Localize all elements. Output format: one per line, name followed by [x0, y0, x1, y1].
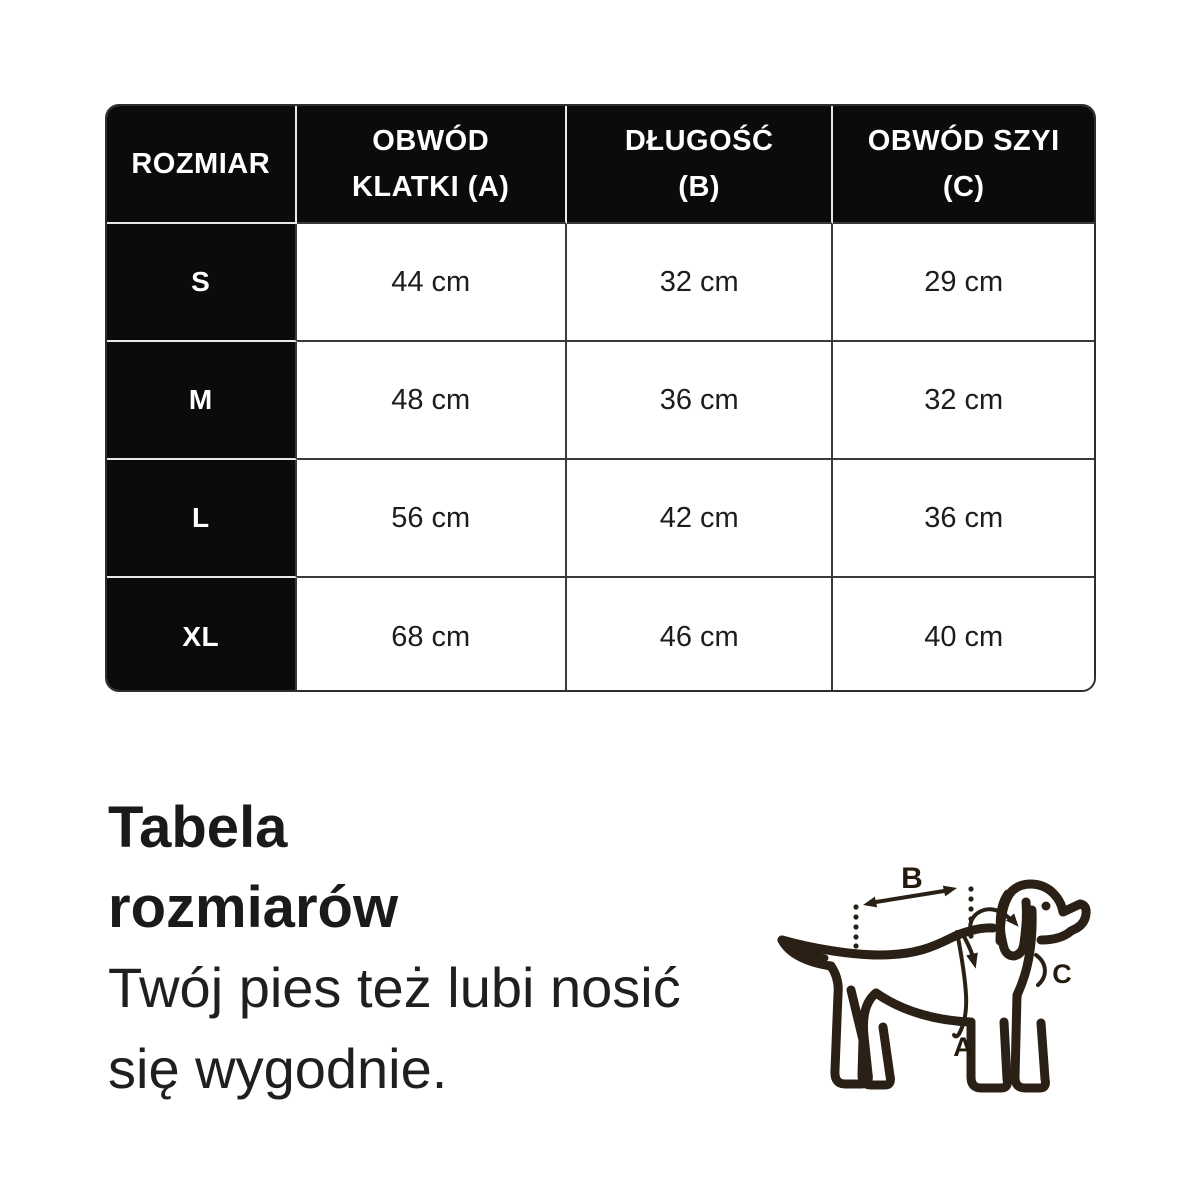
header-line: OBWÓD SZYI	[867, 124, 1060, 157]
dog-measurement-diagram	[775, 843, 1105, 1103]
length-value-cell: 36 cm	[567, 342, 833, 460]
header-cell-rozmiar	[107, 106, 297, 224]
neck-value-cell: 40 cm	[833, 578, 1094, 692]
subtitle-text: Twój pies też lubi nosić się wygodnie.	[108, 956, 681, 1100]
chest-value-cell: 48 cm	[297, 342, 567, 460]
header-line: KLATKI (A)	[351, 171, 510, 203]
measure-label-a: A	[953, 1032, 973, 1062]
size-cell: S	[107, 224, 297, 342]
dog-ear	[1000, 894, 1026, 956]
dog-eye	[1042, 902, 1051, 911]
dog-front-leg-near	[971, 1022, 1007, 1088]
table-header-row	[107, 106, 1094, 224]
dog-front-leg-far	[1015, 995, 1045, 1088]
header-line: ROZMIAR	[131, 147, 271, 180]
chest-value-cell: 56 cm	[297, 460, 567, 578]
dog-head-outline	[1000, 884, 1086, 941]
neck-value-cell: 32 cm	[833, 342, 1094, 460]
measure-label-b: B	[901, 862, 923, 895]
chest-value-cell: 68 cm	[297, 578, 567, 692]
neck-value-cell: 36 cm	[833, 460, 1094, 578]
size-table	[105, 104, 1096, 692]
measure-label-c: C	[1052, 959, 1072, 989]
table-row-l	[107, 460, 1094, 578]
header-line: (C)	[942, 171, 985, 203]
measure-a-arrowhead	[966, 953, 978, 969]
header-cell-obwod-klatki	[297, 106, 567, 224]
measure-b-arrowhead-left	[863, 897, 877, 908]
header-line: (B)	[678, 171, 721, 203]
measure-b-dotted-line-left	[853, 904, 858, 948]
dog-rear-leg-near	[831, 966, 876, 1084]
chest-value-cell: 44 cm	[297, 224, 567, 342]
header-cell-dlugosc	[567, 106, 833, 224]
table-row-xl	[107, 578, 1094, 692]
neck-value-cell: 29 cm	[833, 224, 1094, 342]
measure-c-arc-bottom	[1036, 955, 1045, 985]
size-table-grid	[107, 106, 1094, 692]
table-row-s	[107, 224, 1094, 342]
length-value-cell: 42 cm	[567, 460, 833, 578]
measure-b-arrowhead-right	[943, 886, 957, 897]
table-row-m	[107, 342, 1094, 460]
header-line: DŁUGOŚĆ	[624, 124, 774, 157]
header-line: OBWÓD	[372, 124, 490, 157]
length-value-cell: 32 cm	[567, 224, 833, 342]
size-cell: L	[107, 460, 297, 578]
dog-belly-line	[876, 993, 971, 1022]
size-cell: XL	[107, 578, 297, 692]
header-cell-obwod-szyi	[833, 106, 1094, 224]
size-cell: M	[107, 342, 297, 460]
page-title: Tabela rozmiarów	[108, 795, 399, 941]
length-value-cell: 46 cm	[567, 578, 833, 692]
